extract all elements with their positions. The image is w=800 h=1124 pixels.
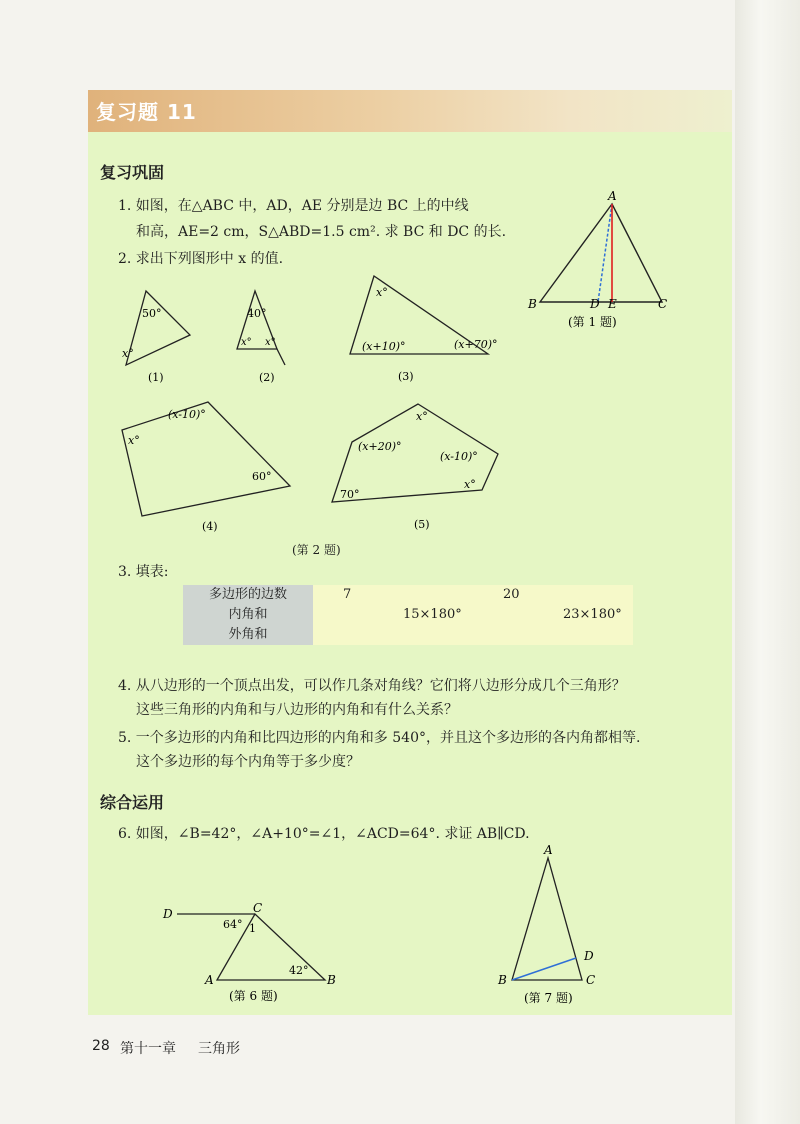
table-row	[183, 625, 633, 645]
section-consolidate: 复习巩固	[100, 163, 165, 182]
page-title: 复习题 11	[96, 100, 197, 124]
table-row	[183, 605, 633, 625]
q2-f3-left: (x+10)°	[362, 340, 406, 353]
table-cell: 15×180°	[403, 607, 462, 622]
q1-figure	[520, 190, 680, 340]
q2-f2-angle-x1: x°	[241, 337, 252, 348]
q2-f2-angle-x2: x°	[265, 337, 276, 348]
q7-label-B: B	[498, 973, 507, 987]
q6-label-D: D	[163, 907, 173, 921]
q5-line1: 5. 一个多边形的内角和比四边形的内角和多 540°，并且这个多边形的各内角都相等.	[118, 730, 641, 746]
table-row-header: 外角和	[183, 625, 313, 645]
q3-text: 3. 填表:	[118, 564, 169, 580]
q1-line1: 1. 如图，在△ABC 中，AD，AE 分别是边 BC 上的中线	[118, 198, 469, 214]
q1-line2: 和高，AE=2 cm，S△ABD=1.5 cm². 求 BC 和 DC 的长.	[136, 224, 507, 240]
q2-f3-caption: (3)	[398, 370, 414, 383]
q7-label-A: A	[544, 843, 553, 857]
q7-caption: (第 7 题)	[524, 991, 573, 1005]
q1-caption: (第 1 题)	[568, 315, 617, 329]
q2-f5-b: (x-10)°	[440, 450, 478, 463]
q2-text: 2. 求出下列图形中 x 的值.	[118, 251, 284, 267]
q2-f4-x: x°	[128, 434, 140, 447]
table-cell: 7	[343, 587, 352, 602]
q6-label-B: B	[327, 973, 336, 987]
q2-f5-a: (x+20)°	[358, 440, 402, 453]
q6-label-A: A	[205, 973, 214, 987]
q6-angle64: 64°	[223, 918, 243, 931]
page-edge	[735, 0, 800, 1124]
q2-figure-3	[340, 270, 510, 385]
q6-text: 6. 如图，∠B=42°，∠A+10°=∠1，∠ACD=64°. 求证 AB∥CD.	[118, 826, 530, 842]
q7-label-D: D	[584, 949, 594, 963]
q2-figure-5	[318, 400, 518, 535]
table-row-cells	[313, 605, 633, 625]
q6-label-C: C	[253, 901, 263, 915]
q5-line2: 这个多边形的每个内角等于多少度？	[136, 754, 360, 770]
q6-figure	[155, 900, 345, 1010]
footer-title: 三角形	[198, 1041, 240, 1057]
table-cell: 20	[503, 587, 520, 602]
q2-f1-angle50: 50°	[142, 307, 162, 320]
q1-label-D: D	[590, 297, 600, 311]
q2-figure-2	[225, 285, 305, 385]
q7-label-C: C	[586, 973, 596, 987]
table-row-header: 多边形的边数	[183, 585, 313, 605]
section-apply: 综合运用	[100, 793, 165, 812]
q2-f1-angle-x: x°	[122, 347, 134, 360]
q7-figure	[490, 840, 620, 1010]
q2-f3-top: x°	[376, 286, 388, 299]
q2-f4-r: 60°	[252, 470, 272, 483]
q2-f5-x2: x°	[464, 478, 476, 491]
q6-angle42: 42°	[289, 964, 309, 977]
footer-chapter: 第十一章	[120, 1041, 176, 1057]
q2-figure-4	[112, 392, 302, 537]
q2-f1-caption: (1)	[148, 371, 164, 384]
q1-label-C: C	[658, 297, 668, 311]
q2-f2-angle40: 40°	[247, 307, 267, 320]
footer-page-number: 28	[92, 1038, 110, 1054]
q6-angle1: 1	[249, 922, 256, 935]
q2-f5-x1: x°	[416, 410, 428, 423]
q4-line2: 这些三角形的内角和与八边形的内角和有什么关系？	[136, 702, 458, 718]
q2-f5-c: 70°	[340, 488, 360, 501]
q1-label-A: A	[608, 189, 617, 203]
q2-f4-top: (x-10)°	[168, 408, 206, 421]
q2-f4-caption: (4)	[202, 520, 218, 533]
q1-label-B: B	[528, 297, 537, 311]
table-row-cells	[313, 585, 633, 605]
q2-f3-right: (x+70)°	[454, 338, 498, 351]
q6-caption: (第 6 题)	[229, 989, 278, 1003]
q2-f5-caption: (5)	[414, 518, 430, 531]
q2-figure-1	[110, 285, 200, 385]
q1-label-E: E	[608, 297, 617, 311]
q2-caption: (第 2 题)	[292, 543, 341, 557]
q4-line1: 4. 从八边形的一个顶点出发，可以作几条对角线？它们将八边形分成几个三角形？	[118, 678, 626, 694]
q3-table	[183, 585, 633, 645]
table-row	[183, 585, 633, 605]
table-row-cells	[313, 625, 633, 645]
table-row-header: 内角和	[183, 605, 313, 625]
table-cell: 23×180°	[563, 607, 622, 622]
q2-f2-caption: (2)	[259, 371, 275, 384]
